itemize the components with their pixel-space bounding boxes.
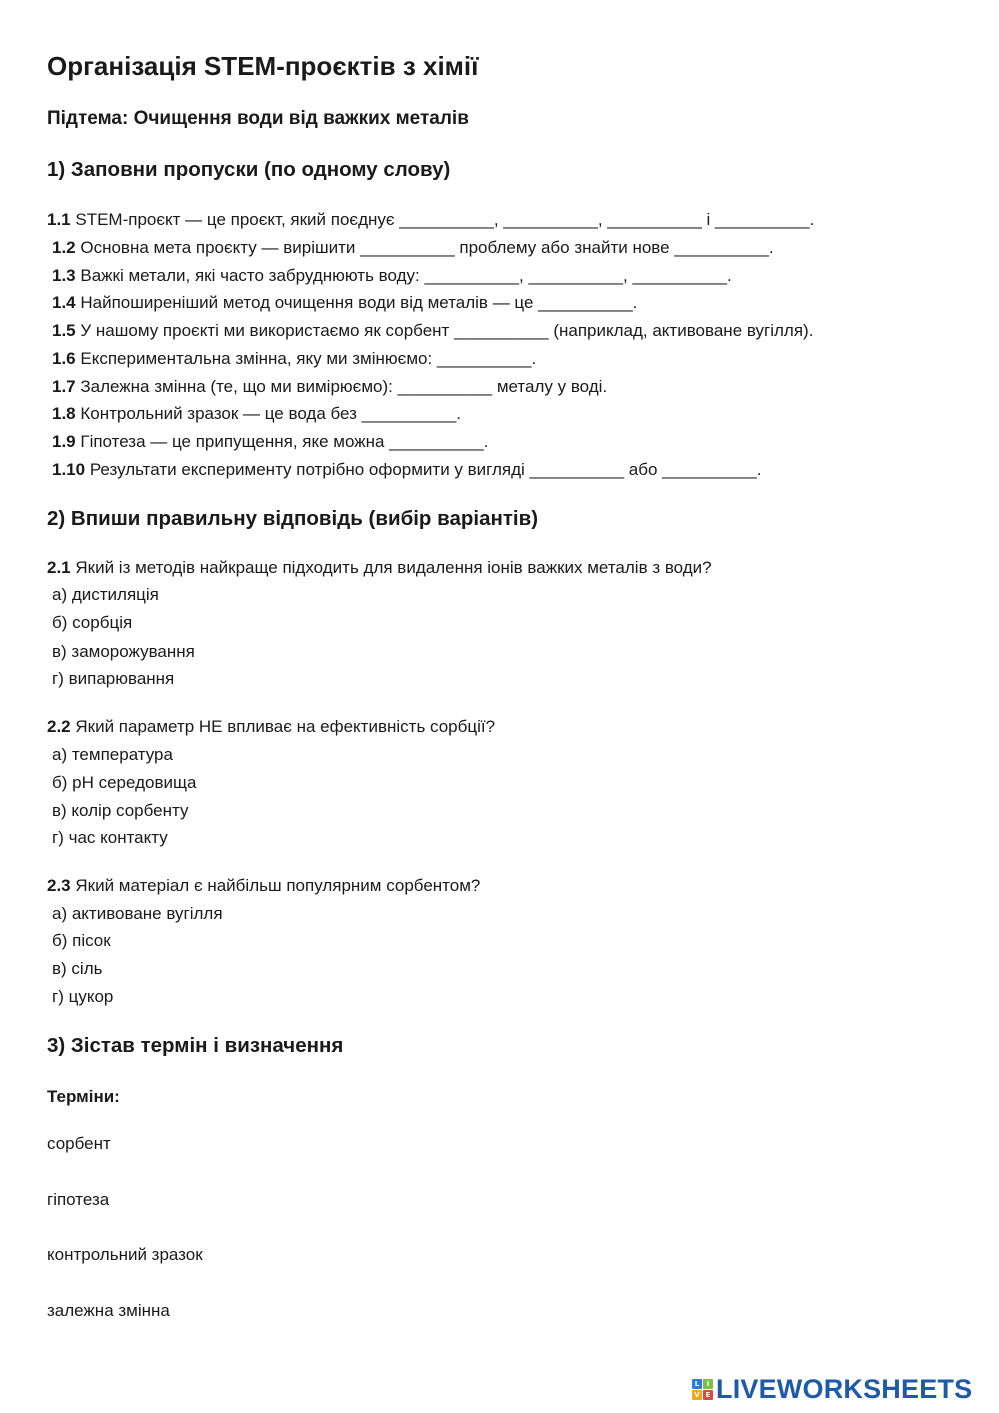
item-text: Контрольний зразок — це вода без __________. — [75, 404, 461, 423]
option-2-3-a: а) активоване вугілля — [52, 904, 223, 923]
page-subtitle: Підтема: Очищення води від важких металів — [47, 108, 469, 129]
item-number: 1.2 — [52, 238, 76, 257]
fill-item-1-5 — [52, 321, 813, 341]
item-text: Найпоширеніший метод очищення води від металів — це __________. — [75, 293, 638, 312]
item-number: 1.10 — [52, 460, 86, 479]
item-text: У нашому проєкті ми використаємо як сорбент __________ (наприклад, активоване вугілля). — [75, 321, 814, 340]
fill-item-1-8 — [52, 404, 461, 424]
option-2-1-b: б) сорбція — [52, 613, 133, 632]
terms-label: Терміни: — [47, 1087, 120, 1106]
item-text: Гіпотеза — це припущення, яке можна __________. — [75, 432, 489, 451]
question-2-3 — [47, 876, 480, 896]
fill-item-1-1 — [47, 210, 814, 230]
term-item: контрольний зразок — [47, 1245, 203, 1264]
option-2-1-d: г) випарювання — [52, 669, 175, 688]
section-2-title: 2) Впиши правильну відповідь (вибір варіантів) — [47, 507, 539, 530]
item-text: Основна мета проєкту — вирішити __________ проблему або знайти нове __________. — [75, 238, 774, 257]
logo-mark-letter: E — [703, 1390, 713, 1400]
option-2-3-d: г) цукор — [52, 987, 114, 1006]
section-1-title: 1) Заповни пропуски (по одному слову) — [47, 158, 451, 181]
liveworksheets-logo — [692, 1374, 972, 1404]
item-number: 1.1 — [47, 210, 71, 229]
item-number: 1.7 — [52, 377, 76, 396]
page-title: Організація STEM-проєктів з хімії — [47, 51, 479, 81]
section-3-title: 3) Зістав термін і визначення — [47, 1034, 344, 1057]
fill-item-1-2 — [52, 238, 774, 258]
question-number: 2.1 — [47, 558, 71, 577]
question-text: Який параметр НЕ впливає на ефективність сорбції? — [70, 717, 496, 736]
item-text: Важкі метали, які часто забруднюють воду: __________, __________, __________. — [75, 266, 732, 285]
item-text: Залежна змінна (те, що ми вимірюємо): __________ металу у воді. — [75, 377, 608, 396]
option-2-2-b: б) pH середовища — [52, 773, 197, 792]
logo-mark-letter: I — [703, 1379, 713, 1389]
logo-mark-letter: V — [692, 1390, 702, 1400]
option-2-3-c: в) сіль — [52, 959, 103, 978]
fill-item-1-3 — [52, 266, 732, 286]
option-2-2-d: г) час контакту — [52, 828, 168, 847]
logo-mark-letter: L — [692, 1379, 702, 1389]
item-number: 1.5 — [52, 321, 76, 340]
question-number: 2.2 — [47, 717, 71, 736]
fill-item-1-6 — [52, 349, 536, 369]
item-number: 1.4 — [52, 293, 76, 312]
option-2-2-c: в) колір сорбенту — [52, 801, 189, 820]
term-item: залежна змінна — [47, 1301, 170, 1320]
question-number: 2.3 — [47, 876, 71, 895]
logo-text: LIVEWORKSHEETS — [716, 1373, 973, 1404]
item-text: Експериментальна змінна, яку ми змінюємо: __________. — [75, 349, 537, 368]
term-item: гіпотеза — [47, 1190, 110, 1209]
question-2-1 — [47, 558, 712, 578]
item-number: 1.3 — [52, 266, 76, 285]
item-number: 1.6 — [52, 349, 76, 368]
option-2-1-a: а) дистиляція — [52, 585, 159, 604]
item-number: 1.9 — [52, 432, 76, 451]
option-2-2-a: а) температура — [52, 745, 173, 764]
question-text: Який матеріал є найбільш популярним сорбентом? — [70, 876, 481, 895]
fill-item-1-4 — [52, 293, 637, 313]
fill-item-1-10 — [52, 460, 761, 480]
fill-item-1-7 — [52, 377, 607, 397]
item-text: Результати експерименту потрібно оформити у вигляді __________ або __________. — [85, 460, 762, 479]
option-2-1-c: в) заморожування — [52, 642, 195, 661]
question-2-2 — [47, 717, 495, 737]
option-2-3-b: б) пісок — [52, 931, 111, 950]
fill-item-1-9 — [52, 432, 488, 452]
question-text: Який із методів найкраще підходить для видалення іонів важких металів з води? — [70, 558, 712, 577]
item-text: STEM-проєкт — це проєкт, який поєднує __________, __________, __________ і __________. — [70, 210, 815, 229]
term-item: сорбент — [47, 1134, 111, 1153]
liveworksheets-logo-icon — [692, 1379, 713, 1400]
item-number: 1.8 — [52, 404, 76, 423]
